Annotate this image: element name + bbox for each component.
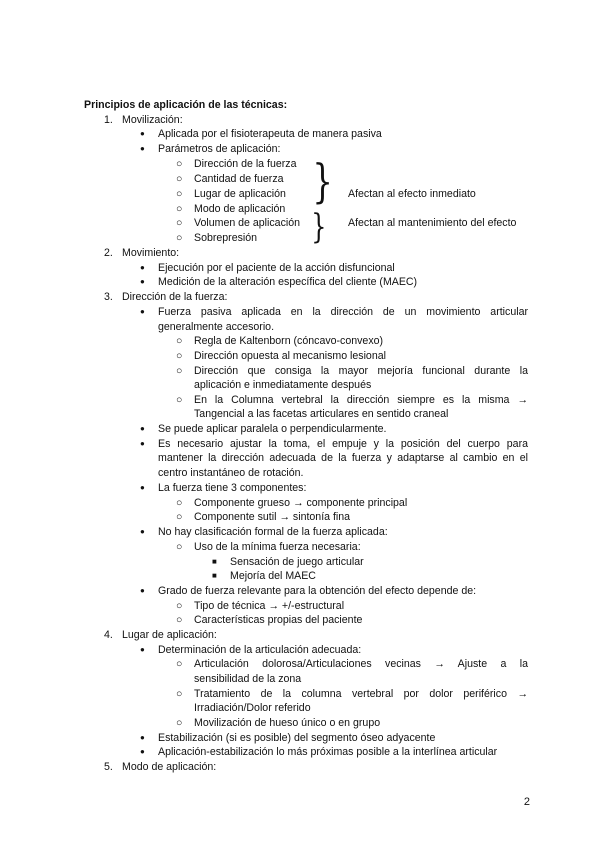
list-number: 3. bbox=[104, 291, 113, 303]
circle-bullet-icon: ○ bbox=[176, 511, 183, 523]
bullet-icon: ● bbox=[140, 424, 145, 433]
list-item: Tipo de técnica → +/-estructural bbox=[194, 600, 345, 612]
list-item: Lugar de aplicación bbox=[194, 188, 286, 200]
bullet-icon: ● bbox=[140, 483, 145, 492]
list-item-continuation: Irradiación/Dolor referido bbox=[194, 702, 311, 714]
list-item-continuation: aplicación e inmediatamente después bbox=[194, 379, 372, 391]
list-item: La fuerza tiene 3 componentes: bbox=[158, 482, 307, 494]
page-title: Principios de aplicación de las técnicas: bbox=[84, 99, 288, 111]
bullet-icon: ● bbox=[140, 586, 145, 595]
section-heading: Modo de aplicación: bbox=[122, 761, 217, 773]
bullet-icon: ● bbox=[140, 439, 145, 448]
circle-bullet-icon: ○ bbox=[176, 232, 183, 244]
bullet-icon: ● bbox=[140, 144, 145, 153]
list-item: Regla de Kaltenborn (cóncavo-convexo) bbox=[194, 335, 384, 347]
list-item: Características propias del paciente bbox=[194, 614, 363, 626]
bullet-icon: ● bbox=[140, 645, 145, 654]
section-heading: Movimiento: bbox=[122, 247, 180, 259]
list-item: Uso de la mínima fuerza necesaria: bbox=[194, 541, 361, 553]
bullet-icon: ● bbox=[140, 129, 145, 138]
list-item: Aplicada por el fisioterapeuta de manera pasiva bbox=[158, 128, 382, 140]
circle-bullet-icon: ○ bbox=[176, 717, 183, 729]
brace-icon: } bbox=[311, 207, 327, 247]
list-item: Es necesario ajustar la toma, el empuje y la posición del cuerpo para bbox=[158, 438, 528, 450]
circle-bullet-icon: ○ bbox=[176, 614, 183, 626]
list-item: Dirección de la fuerza bbox=[194, 158, 297, 170]
list-item-continuation: sensibilidad de la zona bbox=[194, 673, 302, 685]
list-item: Ejecución por el paciente de la acción disfuncional bbox=[158, 262, 395, 274]
list-item: Aplicación-estabilización lo más próximas posible a la interlínea articular bbox=[158, 746, 498, 758]
circle-bullet-icon: ○ bbox=[176, 335, 183, 347]
circle-bullet-icon: ○ bbox=[176, 158, 183, 170]
circle-bullet-icon: ○ bbox=[176, 497, 183, 509]
circle-bullet-icon: ○ bbox=[176, 350, 183, 362]
list-item-continuation: Tangencial a las facetas articulares en sentido craneal bbox=[194, 408, 449, 420]
section-heading: Dirección de la fuerza: bbox=[122, 291, 228, 303]
list-number: 1. bbox=[104, 114, 113, 126]
list-item: Componente sutil → sintonía fina bbox=[194, 511, 351, 523]
list-item: Movilización de hueso único o en grupo bbox=[194, 717, 381, 729]
brace-icon: } bbox=[312, 154, 333, 208]
circle-bullet-icon: ○ bbox=[176, 203, 183, 215]
section-heading: Movilización: bbox=[122, 114, 183, 126]
bullet-icon: ● bbox=[140, 307, 145, 316]
list-number: 2. bbox=[104, 247, 113, 259]
list-item: Grado de fuerza relevante para la obtención del efecto depende de: bbox=[158, 585, 477, 597]
circle-bullet-icon: ○ bbox=[176, 217, 183, 229]
bullet-icon: ● bbox=[140, 733, 145, 742]
brace-note: Afectan al mantenimiento del efecto bbox=[348, 217, 517, 229]
list-item-continuation: centro instantáneo de rotación. bbox=[158, 467, 304, 479]
list-item: Medición de la alteración específica del cliente (MAEC) bbox=[158, 276, 418, 288]
circle-bullet-icon: ○ bbox=[176, 173, 183, 185]
list-item: Volumen de aplicación bbox=[194, 217, 301, 229]
circle-bullet-icon: ○ bbox=[176, 658, 183, 670]
bullet-icon: ● bbox=[140, 527, 145, 536]
list-item: Fuerza pasiva aplicada en la dirección de un movimiento articular bbox=[158, 306, 528, 318]
bullet-icon: ● bbox=[140, 263, 145, 272]
list-item: Sensación de juego articular bbox=[230, 556, 364, 568]
list-item: Articulación dolorosa/Articulaciones vecinas → Ajuste a la bbox=[194, 658, 528, 670]
list-item: Determinación de la articulación adecuada: bbox=[158, 644, 362, 656]
circle-bullet-icon: ○ bbox=[176, 394, 183, 406]
circle-bullet-icon: ○ bbox=[176, 365, 183, 377]
list-number: 5. bbox=[104, 761, 113, 773]
list-item: Mejoría del MAEC bbox=[230, 570, 316, 582]
square-bullet-icon: ■ bbox=[212, 571, 217, 580]
list-item: Componente grueso → componente principal bbox=[194, 497, 408, 509]
circle-bullet-icon: ○ bbox=[176, 188, 183, 200]
bullet-icon: ● bbox=[140, 747, 145, 756]
list-item: Estabilización (si es posible) del segmento óseo adyacente bbox=[158, 732, 436, 744]
list-item: No hay clasificación formal de la fuerza aplicada: bbox=[158, 526, 388, 538]
brace-note: Afectan al efecto inmediato bbox=[348, 188, 476, 200]
list-item: Cantidad de fuerza bbox=[194, 173, 284, 185]
section-heading: Lugar de aplicación: bbox=[122, 629, 217, 641]
circle-bullet-icon: ○ bbox=[176, 600, 183, 612]
list-item-continuation: mantener la dirección adecuada de la fuerza y adaptarse al cambio en el bbox=[158, 452, 528, 464]
list-item-continuation: generalmente accesorio. bbox=[158, 321, 275, 333]
list-item: Parámetros de aplicación: bbox=[158, 143, 281, 155]
circle-bullet-icon: ○ bbox=[176, 688, 183, 700]
circle-bullet-icon: ○ bbox=[176, 541, 183, 553]
list-item: Tratamiento de la columna vertebral por dolor periférico → bbox=[194, 688, 528, 700]
bullet-icon: ● bbox=[140, 277, 145, 286]
list-item: Se puede aplicar paralela o perpendicularmente. bbox=[158, 423, 387, 435]
list-item: En la Columna vertebral la dirección siempre es la misma → bbox=[194, 394, 528, 406]
list-number: 4. bbox=[104, 629, 113, 641]
list-item: Modo de aplicación bbox=[194, 203, 286, 215]
square-bullet-icon: ■ bbox=[212, 557, 217, 566]
page-number: 2 bbox=[523, 796, 530, 808]
list-item: Sobrepresión bbox=[194, 232, 258, 244]
list-item: Dirección opuesta al mecanismo lesional bbox=[194, 350, 386, 362]
list-item: Dirección que consiga la mayor mejoría funcional durante la bbox=[194, 365, 528, 377]
